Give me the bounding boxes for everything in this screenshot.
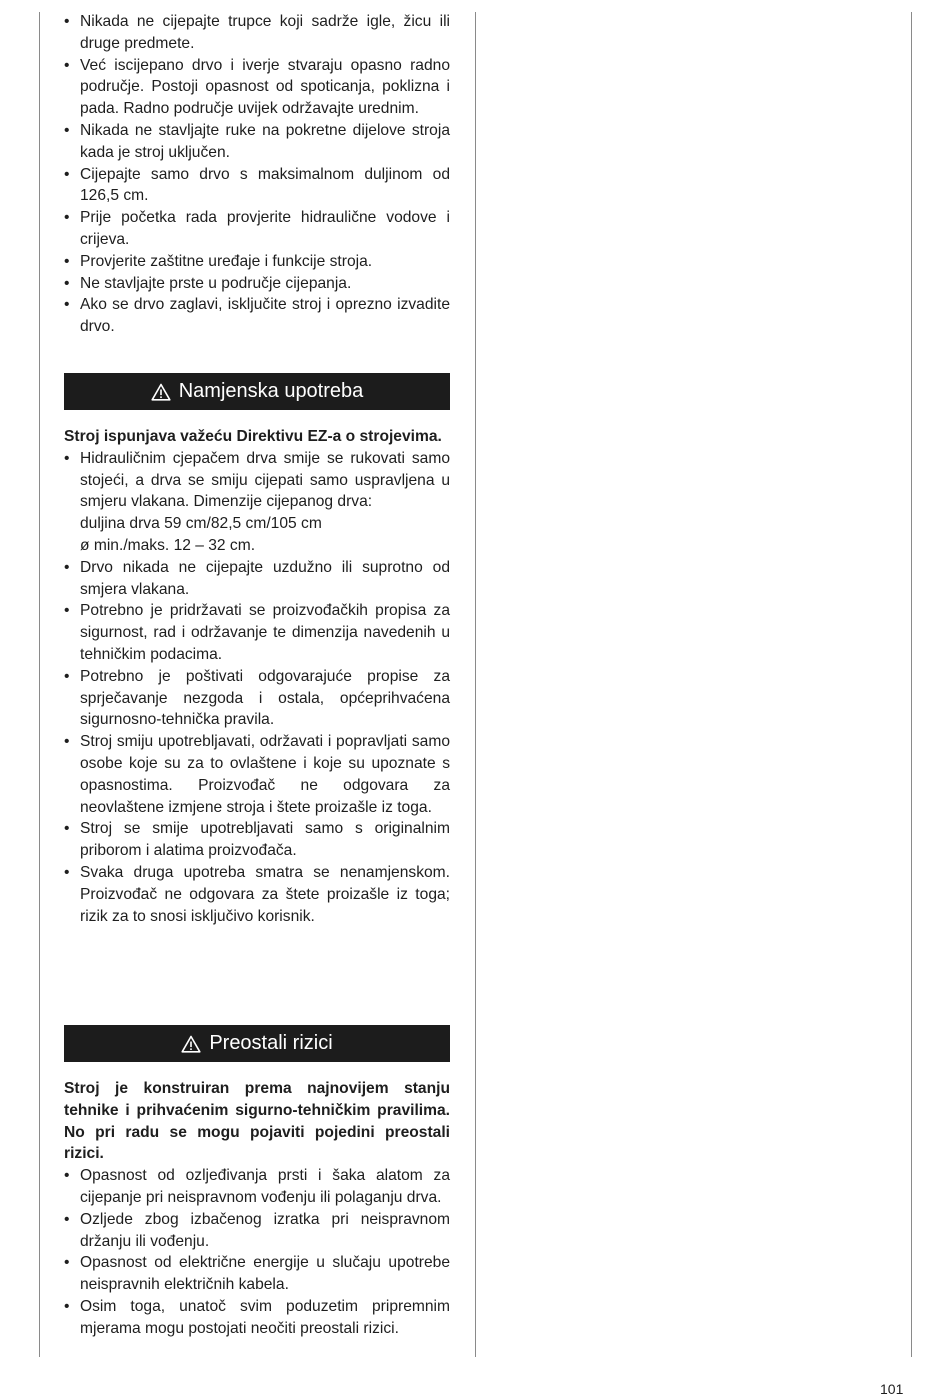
- list-item: • Opasnost od električne energije u slučaju upotrebe neispravnih električnih kabela.: [64, 1252, 450, 1296]
- residual-risks-section: [64, 1025, 450, 1340]
- column-rule-right: [911, 12, 912, 1357]
- list-item: • Drvo nikada ne cijepajte uzdužno ili suprotno od smjera vlakana.: [64, 557, 450, 601]
- intended-use-list: [64, 448, 450, 928]
- list-item: • Već iscijepano drvo i iverje stvaraju opasno radno područje. Postoji opasnost od spoticanja, poklizna i pada. Radno područje uvijek održavajte urednim.: [64, 55, 450, 120]
- list-item: • Stroj smiju upotrebljavati, održavati i popravljati samo osobe koje su za to ovlaštene i koje su upoznate s opasnostima. Proizvođač ne odgovara za neovlaštene izmjene stroja i štete proizašle iz toga.: [64, 731, 450, 818]
- wood-length-text: duljina drva 59 cm/82,5 cm/105 cm: [80, 515, 322, 533]
- intended-use-section: [64, 373, 450, 927]
- intended-use-heading: [64, 373, 450, 410]
- intended-use-intro: Stroj ispunjava važeću Direktivu EZ-a o strojevima.: [64, 428, 442, 445]
- list-item: • Prije početka rada provjerite hidraulične vodove i crijeva.: [64, 207, 450, 251]
- list-item: [64, 448, 450, 557]
- list-item-text: • Hidrauličnim cjepačem drva smije se rukovati samo stojeći, a drva se smiju cijepati samo uspravljena u smjeru vlakana. Dimenzije cijepanog drva:: [80, 449, 450, 511]
- list-item: • Osim toga, unatoč svim poduzetim pripremnim mjerama mogu postojati neočiti preostali rizici.: [64, 1296, 450, 1340]
- residual-risks-intro: Stroj je konstruiran prema najnovijem stanju tehnike i prihvaćenim sigurno-tehničkim pravilima. No pri radu se mogu pojaviti pojedini preostali rizici.: [64, 1080, 450, 1163]
- warning-triangle-icon: [181, 1035, 201, 1053]
- list-item: • Provjerite zaštitne uređaje i funkcije stroja.: [64, 251, 450, 273]
- column-rule-left: [39, 12, 40, 1357]
- residual-risks-heading: [64, 1025, 450, 1062]
- list-item: • Nikada ne stavljajte ruke na pokretne dijelove stroja kada je stroj uključen.: [64, 120, 450, 164]
- list-item: • Svaka druga upotreba smatra se nenamjenskom. Proizvođač ne odgovara za štete proizašle iz toga; rizik za to snosi isključivo korisnik.: [64, 862, 450, 927]
- list-item: • Ne stavljajte prste u područje cijepanja.: [64, 273, 450, 295]
- page-number: 101: [880, 1381, 904, 1397]
- list-item: • Opasnost od ozljeđivanja prsti i šaka alatom za cijepanje pri neispravnom vođenju ili polaganju drva.: [64, 1165, 450, 1209]
- list-item: • Ozljede zbog izbačenog izratka pri neispravnom držanju ili vođenju.: [64, 1209, 450, 1253]
- warning-triangle-icon: [151, 383, 171, 401]
- list-item: • Potrebno je pridržavati se proizvođačkih propisa za sigurnost, rad i održavanje te dimenzija navedenih u tehničkim podacima.: [64, 600, 450, 665]
- list-item: • Ako se drvo zaglavi, isključite stroj i oprezno izvadite drvo.: [64, 294, 450, 338]
- wood-diameter-text: ø min./maks. 12 – 32 cm.: [80, 536, 256, 554]
- list-item: • Stroj se smije upotrebljavati samo s originalnim priborom i alatima proizvođača.: [64, 818, 450, 862]
- list-item: • Cijepajte samo drvo s maksimalnom duljinom od 126,5 cm.: [64, 164, 450, 208]
- safety-list-section: [64, 11, 450, 338]
- heading-label: Namjenska upotreba: [178, 379, 364, 402]
- residual-risks-list: [64, 1165, 450, 1339]
- heading-label: Preostali rizici: [209, 1031, 333, 1054]
- safety-list: [64, 11, 450, 338]
- list-item: • Potrebno je poštivati odgovarajuće propise za sprječavanje nezgoda i ostala, općeprihvaćena sigurnosno-tehnička pravila.: [64, 666, 450, 731]
- list-item: • Nikada ne cijepajte trupce koji sadrže igle, žicu ili druge predmete.: [64, 11, 450, 55]
- column-rule-middle: [475, 12, 476, 1357]
